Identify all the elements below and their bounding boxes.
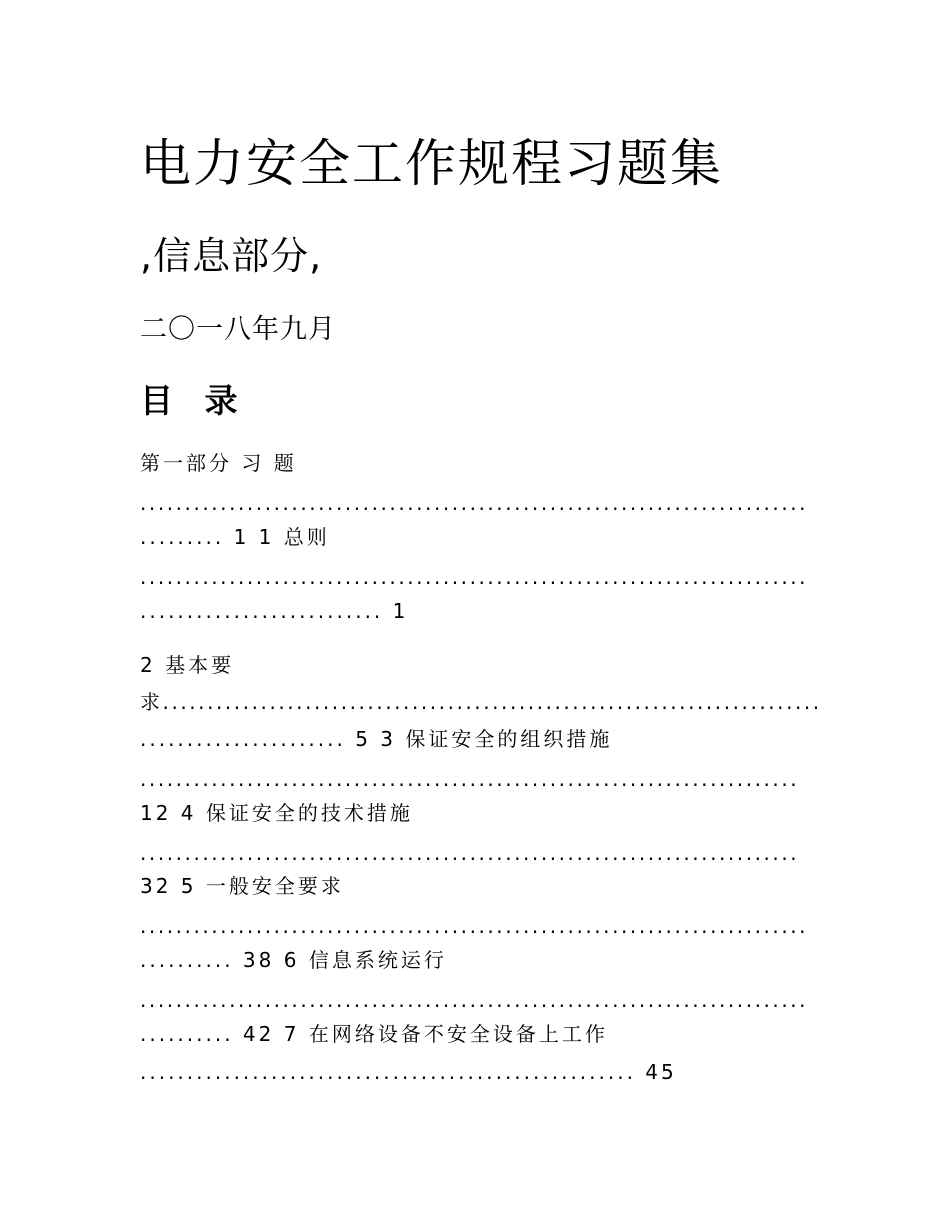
toc-line: ...................... 5 3 保证安全的组织措施: [140, 727, 613, 751]
toc-line: 第一部分 习 题: [140, 451, 297, 475]
toc-line: .......... 42 7 在网络设备不安全设备上工作: [140, 1022, 608, 1046]
toc-line: .......... 38 6 信息系统运行: [140, 948, 447, 972]
toc-line: ..................................................... 45: [140, 1060, 677, 1084]
toc-dot-leader: ...........................................................................: [140, 988, 809, 1012]
toc-line: 求..........................................................................: [140, 690, 822, 714]
toc-line: ......... 1 1 总则: [140, 525, 330, 549]
document-title: 电力安全工作规程习题集: [140, 135, 724, 194]
toc-line: 12 4 保证安全的技术措施: [140, 801, 413, 825]
document-date: 二〇一八年九月: [140, 314, 336, 345]
toc-dot-leader: ..........................................................................: [140, 841, 800, 865]
toc-heading: 目 录: [140, 381, 248, 420]
toc-line: .......................... 1: [140, 599, 409, 623]
toc-dot-leader: ..........................................................................: [140, 767, 800, 791]
toc-dot-leader: ...........................................................................: [140, 565, 809, 589]
toc-line: 32 5 一般安全要求: [140, 874, 344, 898]
toc-line: 2 基本要: [140, 653, 235, 677]
toc-dot-leader: ...........................................................................: [140, 491, 809, 515]
document-subtitle: ,信息部分,: [140, 234, 323, 278]
toc-dot-leader: ...........................................................................: [140, 914, 809, 938]
